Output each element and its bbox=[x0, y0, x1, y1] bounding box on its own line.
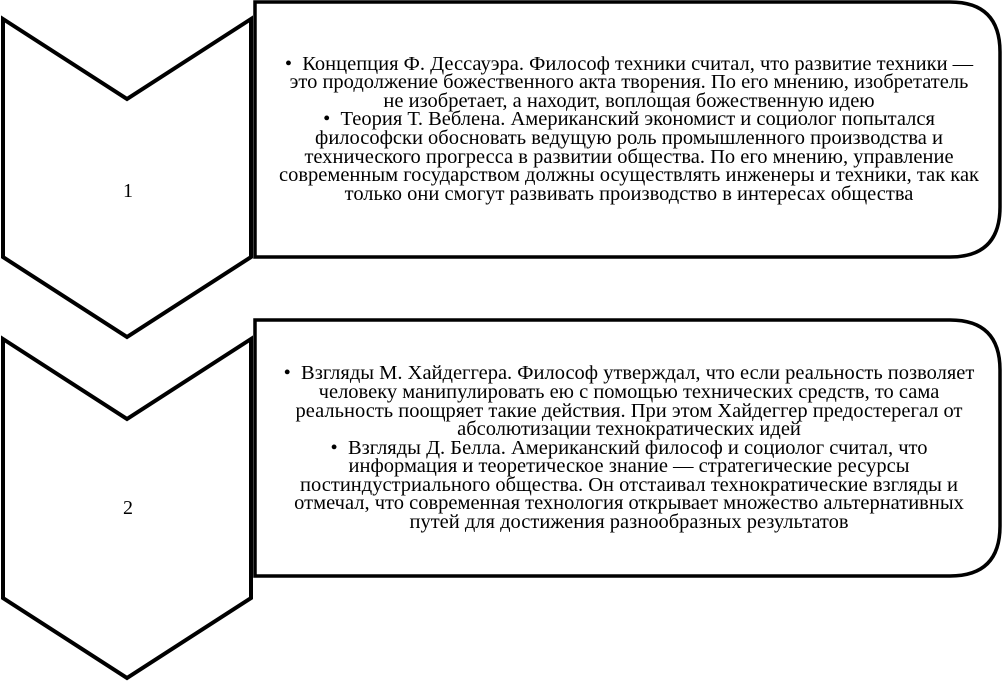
step-2-text bbox=[268, 324, 990, 572]
step-number-2: 2 bbox=[123, 497, 133, 519]
chevron-step-1 bbox=[3, 19, 251, 337]
step-1-item-1: • Концепция Ф. Дессауэра. Философ техники считал, что развитие техники — это продолжение божественного акта творения. По его мнению, изобретатель не изобретает, а находит, воплощая божественную идею bbox=[278, 55, 980, 111]
step-number-1: 1 bbox=[123, 180, 133, 202]
step-1-item-2: • Теория Т. Веблена. Американский экономист и социолог попытался философски обосновать ведущую роль промышленного производства и технического прогресса в развитии общества. По его мнению, управление современным государством должны осуществлять инженеры и техники, так как только они смогут развивать производство в интересах общества bbox=[278, 110, 980, 203]
step-2-item-2: • Взгляды Д. Белла. Американский философ и социолог считал, что информация и теоретическое знание — стратегические ресурсы постиндустриального общества. Он отстаивал технократические взгляды и отмечал, что современная технология открывает множество альтернативных путей для достижения разнообразных результатов bbox=[278, 439, 980, 532]
step-1-text bbox=[268, 6, 990, 252]
step-2-item-1: • Взгляды М. Хайдеггера. Философ утверждал, что если реальность позволяет человеку манипулировать ею с помощью технических средств, то сама реальность поощряет такие действия. При этом Хайдеггер предостерегал от абсолютизации технократических идей bbox=[278, 364, 980, 438]
